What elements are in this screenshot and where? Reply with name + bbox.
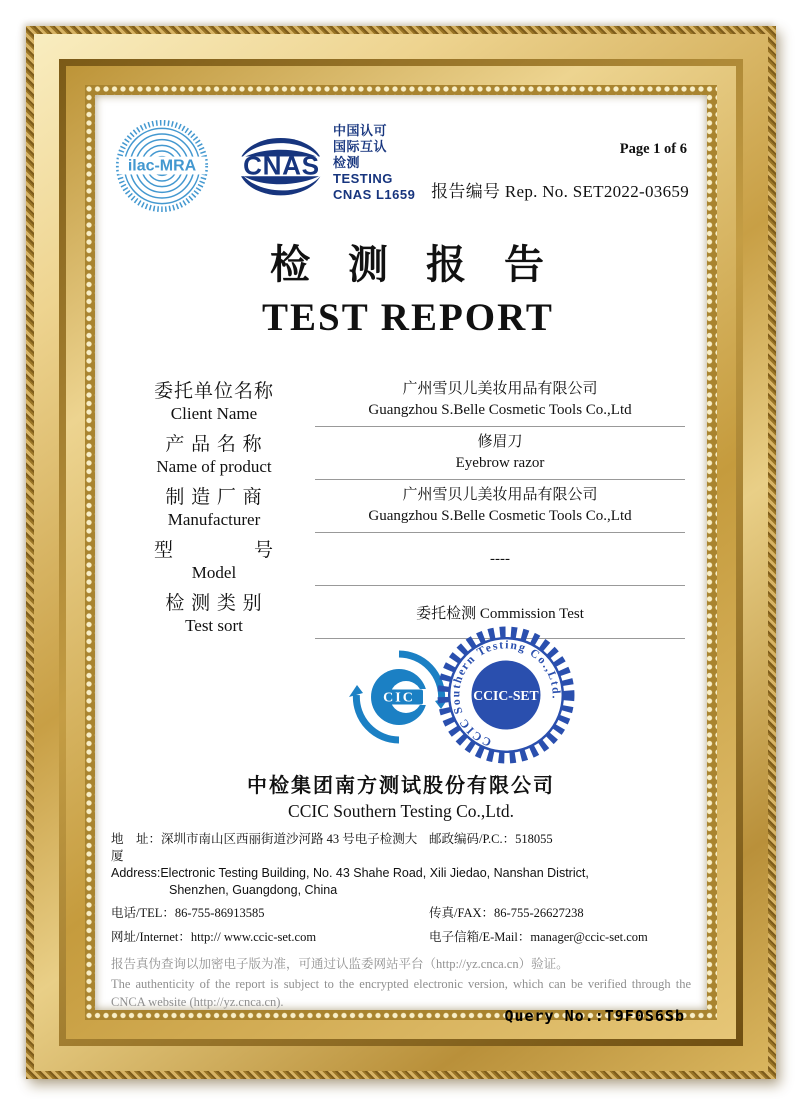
field-label-en: Manufacturer xyxy=(167,510,261,529)
email: 电子信箱/E-Mail：manager@ccic-set.com xyxy=(429,930,648,944)
field-value xyxy=(315,480,685,533)
report-number: 报告编号 Rep. No. SET2022-03659 xyxy=(431,182,689,201)
field-label-cn: 制 造 厂 商 xyxy=(165,487,263,508)
field-label-en: Client Name xyxy=(170,404,258,423)
ccic-set-center-text: CCIC-SET xyxy=(473,688,539,704)
report-page xyxy=(95,95,707,1025)
ccic-text: CIC xyxy=(383,690,415,706)
verification-note-cn: 报告真伪查询以加密电子版为准，可通过认监委网站平台（http://yz.cnca.cn）验证。 xyxy=(111,957,569,971)
ccic-logo-icon xyxy=(349,647,449,747)
report-title-cn: 检 测 报 告 xyxy=(270,242,546,287)
report-form xyxy=(111,374,691,639)
field-value xyxy=(315,427,685,480)
field-value-en: Guangzhou S.Belle Cosmetic Tools Co.,Ltd xyxy=(368,508,632,524)
page-number: Page 1 of 6 xyxy=(619,141,687,157)
field-label-cn: 委托单位名称 xyxy=(153,381,274,402)
field-label-en: Name of product xyxy=(156,457,272,476)
ilac-mra-label: ilac-MRA xyxy=(127,157,197,175)
field-value-cn: 广州雪贝儿美妆用品有限公司 xyxy=(402,381,598,397)
frame-inner-band xyxy=(66,66,736,1039)
field-value-en: Eyebrow razor xyxy=(455,455,545,471)
cnas-logo-icon xyxy=(231,125,333,209)
ccic-set-ring-text: CCIC Southern Testing Co.,Ltd. xyxy=(449,638,563,749)
report-title-en: TEST REPORT xyxy=(262,296,554,339)
contact-block xyxy=(111,831,691,947)
field-client-name xyxy=(143,374,685,427)
stamps-area xyxy=(349,627,691,767)
field-model xyxy=(143,533,685,586)
telephone: 电话/TEL：86-755-86913585 xyxy=(111,906,265,920)
field-label-cn: 型 号 xyxy=(153,540,274,561)
verification-note-en: The authenticity of the report is subject to the encrypted electronic version, which can be verified through the CNCA website (http://yz.cnca.cn). xyxy=(111,977,691,1009)
cnas-line-4: TESTING xyxy=(333,171,393,186)
field-value-single: 委托检测 Commission Test xyxy=(416,605,584,622)
address-en-line2: Shenzhen, Guangdong, China xyxy=(169,883,338,897)
cnas-line-2: 国际互认 xyxy=(333,139,388,154)
frame-rope-edge xyxy=(26,26,776,1079)
field-value xyxy=(315,533,685,586)
field-label-cn: 产 品 名 称 xyxy=(165,434,263,455)
field-value-cn: 广州雪贝儿美妆用品有限公司 xyxy=(402,487,598,503)
field-value-single: ---- xyxy=(490,550,510,567)
contact-web-row xyxy=(111,928,691,947)
query-number: Query No.:T9F0S6Sb xyxy=(504,1007,685,1025)
cnas-line-5: CNAS L1659 xyxy=(333,187,416,202)
report-header xyxy=(111,115,691,219)
website: 网址/Internet：http:// www.ccic-set.com xyxy=(111,930,317,944)
address-en-line1: Address:Electronic Testing Building, No. 43 Shahe Road, Xili Jiedao, Nanshan District, xyxy=(111,866,589,880)
address-cn: 地 址：深圳市南山区西丽街道沙河路 43 号电子检测大厦 xyxy=(111,832,418,863)
ilac-mra-icon xyxy=(115,119,209,213)
postcode: 邮政编码/P.C.：518055 xyxy=(429,832,553,846)
field-manufacturer xyxy=(143,480,685,533)
field-label-cn: 检 测 类 别 xyxy=(165,593,263,614)
ccic-set-stamp-icon xyxy=(435,624,577,766)
cnas-line-1: 中国认可 xyxy=(333,123,388,138)
field-product-name xyxy=(143,427,685,480)
field-value xyxy=(315,374,685,427)
company-name-cn: 中检集团南方测试股份有限公司 xyxy=(247,775,555,797)
frame-outer-bevel xyxy=(34,34,768,1071)
field-value-cn: 修眉刀 xyxy=(477,434,523,450)
cnas-label: CNAS xyxy=(243,150,320,181)
field-value-en: Guangzhou S.Belle Cosmetic Tools Co.,Ltd xyxy=(368,402,632,418)
contact-phone-row xyxy=(111,904,691,923)
gold-picture-frame xyxy=(26,26,776,1079)
fax: 传真/FAX：86-755-26627238 xyxy=(429,906,584,920)
field-label-en: Test sort xyxy=(185,616,243,635)
cnas-accreditation-block xyxy=(333,123,415,203)
cnas-line-3: 检测 xyxy=(333,155,361,170)
field-label-en: Model xyxy=(191,563,237,582)
contact-address-row xyxy=(111,831,691,865)
company-name-en: CCIC Southern Testing Co.,Ltd. xyxy=(288,801,514,821)
frame-bead-border xyxy=(85,85,717,1025)
frame-groove xyxy=(59,59,743,1046)
